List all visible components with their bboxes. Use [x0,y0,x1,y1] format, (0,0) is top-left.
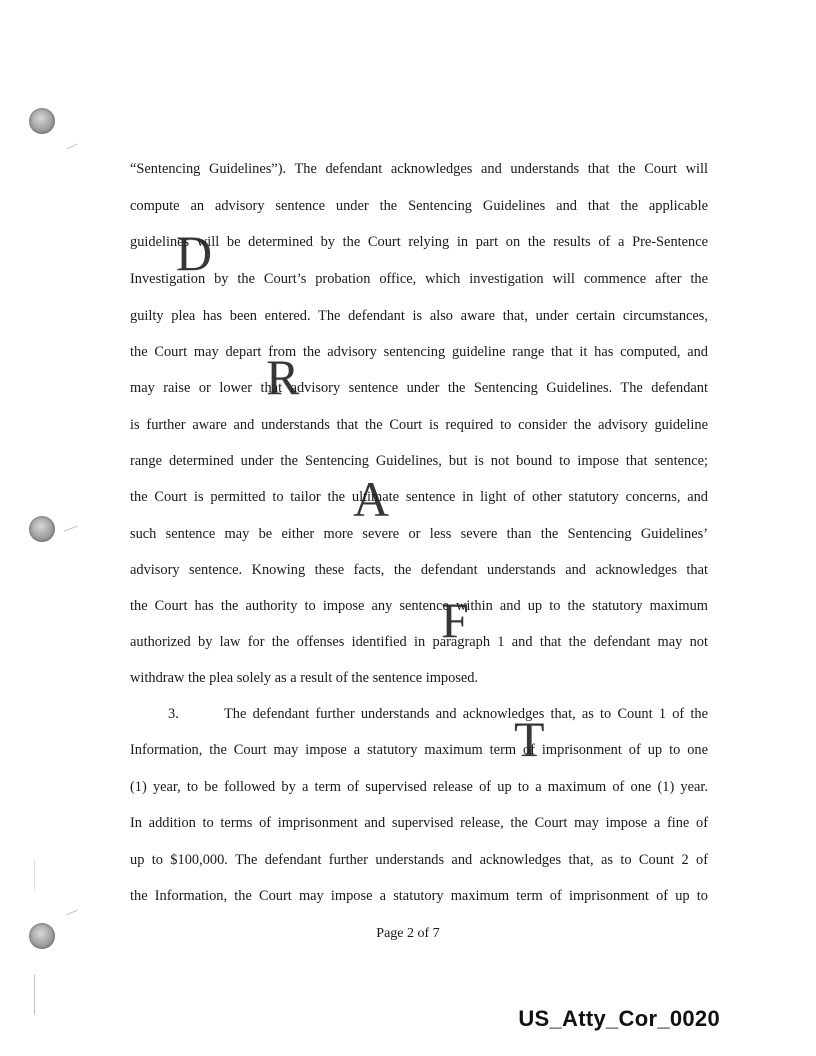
punch-hole-top [29,108,55,134]
body-line: withdraw the plea solely as a result of the sentence imposed. [130,670,479,686]
watermark-letter-d: D [176,225,213,281]
body-line: authorized by law for the offenses identified in paragraph 1 and that the defendant may not [130,634,708,650]
body-line: the Court is permitted to tailor the ultimate sentence in light of other statutory concerns, and [130,489,708,505]
watermark-letter-r: R [266,349,300,405]
body-line: the Information, the Court may impose a statutory maximum term of imprisonment of up to [130,888,708,904]
body-line: such sentence may be either more severe or less severe than the Sentencing Guidelines’ [130,526,708,542]
body-line: “Sentencing Guidelines”). The defendant acknowledges and understands that the Court will [130,161,708,177]
body-line: guilty plea has been entered. The defendant is also aware that, under certain circumstances, [130,308,708,324]
bates-number: US_Atty_Cor_0020 [518,1006,720,1031]
body-line: range determined under the Sentencing Guidelines, but is not bound to impose that sentence; [130,453,708,469]
scan-speck [34,975,35,1015]
body-line: is further aware and understands that the Court is required to consider the advisory guideline [130,417,708,433]
body-line: the Court may depart from the advisory sentencing guideline range that it has computed, and [130,344,708,360]
watermark-letter-f: F [441,592,469,648]
body-line: compute an advisory sentence under the Sentencing Guidelines and that the applicable [130,198,708,214]
body-line: may raise or lower that advisory sentence under the Sentencing Guidelines. The defendant [130,380,708,396]
page-number: Page 2 of 7 [376,926,440,941]
body-line: the Court has the authority to impose any sentence within and up to the statutory maximum [130,598,708,614]
body-line: Information, the Court may impose a statutory maximum term of imprisonment of up to one [130,742,708,758]
body-line: (1) year, to be followed by a term of supervised release of up to a maximum of one (1) year. [130,779,708,795]
scan-speck [66,144,77,150]
paragraph-3-first-line [130,705,708,723]
scan-speck [66,910,77,916]
body-line: guidelines will be determined by the Court relying in part on the results of a Pre-Sentence [130,234,708,250]
body-line: In addition to terms of imprisonment and supervised release, the Court may impose a fine of [130,815,708,831]
paragraph-number: 3. [168,706,179,722]
punch-hole-middle [29,516,55,542]
watermark-letter-t: T [514,711,545,767]
scan-speck [64,526,77,532]
body-line: Investigation by the Court’s probation office, which investigation will commence after the [130,271,708,287]
body-line: up to $100,000. The defendant further understands and acknowledges that, as to Count 2 of [130,852,708,868]
paragraph-3-opening: The defendant further understands and acknowledges that, as to Count 1 of the [224,706,708,722]
scan-speck [34,860,35,890]
body-line: advisory sentence. Knowing these facts, the defendant understands and acknowledges that [130,562,708,578]
watermark-letter-a: A [353,471,390,527]
